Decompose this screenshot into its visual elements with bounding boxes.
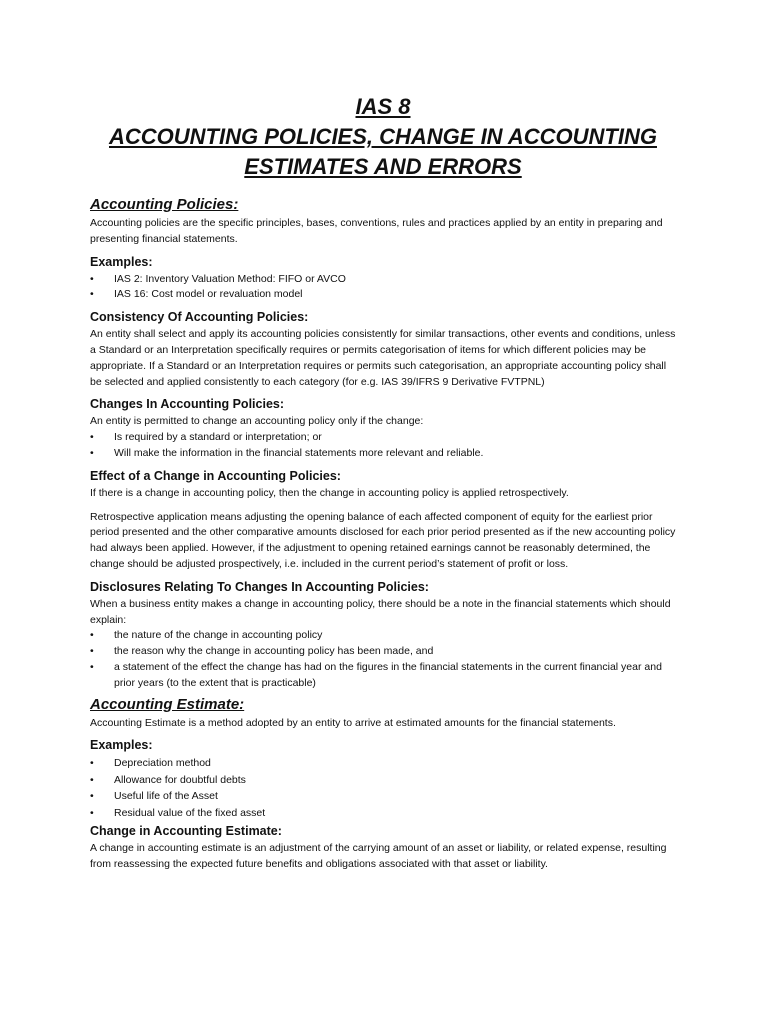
accounting-policies-examples-list xyxy=(90,272,676,304)
list-item: • Residual value of the fixed asset xyxy=(90,805,676,821)
effect-text-2: Retrospective application means adjusting the opening balance of each affected component of equity for the earliest prior period presented and the other comparative amounts disclosed for each prior period presented as if the new accounting policy had always been applied. However, if the adjustment to opening retained earnings cannot be reasonably determined, the change should be adjusted prospectively, i.e. included in the current period’s statement of profit or loss. xyxy=(90,510,676,570)
title-line-3: ESTIMATES AND ERRORS xyxy=(244,154,522,179)
effect-text-1: If there is a change in accounting policy, then the change in accounting policy is applied retrospectively. xyxy=(90,486,569,499)
bullet-icon: • xyxy=(90,645,94,658)
accounting-estimate-definition: Accounting Estimate is a method adopted by an entity to arrive at estimated amounts for the financial statements. xyxy=(90,716,616,729)
section-heading-accounting-estimate: Accounting Estimate: xyxy=(90,695,245,713)
change-estimate-heading: Change in Accounting Estimate: xyxy=(90,823,282,838)
document-title xyxy=(90,92,676,182)
title-line-1: IAS 8 xyxy=(355,94,411,119)
bullet-icon: • xyxy=(90,288,94,301)
bullet-icon: • xyxy=(90,446,94,459)
changes-list xyxy=(90,430,676,462)
bullet-icon: • xyxy=(90,431,94,444)
list-item: • IAS 2: Inventory Valuation Method: FIFO or AVCO xyxy=(90,272,676,288)
effect-heading: Effect of a Change in Accounting Policies: xyxy=(90,468,341,483)
list-item: • Depreciation method xyxy=(90,755,676,771)
consistency-heading: Consistency Of Accounting Policies: xyxy=(90,310,309,325)
bullet-icon: • xyxy=(90,806,94,819)
bullet-icon: • xyxy=(90,757,94,770)
list-item: • the reason why the change in accounting policy has been made, and xyxy=(90,644,676,660)
bullet-icon: • xyxy=(90,790,94,803)
change-estimate-text: A change in accounting estimate is an adjustment of the carrying amount of an asset or liability, or related expense, resulting from reassessing the expected future benefits and obligations associated with that asset or liability. xyxy=(90,841,667,870)
bullet-icon: • xyxy=(90,773,94,786)
list-item: • Useful life of the Asset xyxy=(90,788,676,804)
disclosures-intro: When a business entity makes a change in accounting policy, there should be a note in the financial statements which should explain: xyxy=(90,597,671,626)
list-item: • Will make the information in the financial statements more relevant and reliable. xyxy=(90,446,676,462)
accounting-estimate-examples-list xyxy=(90,755,676,821)
list-item: • IAS 16: Cost model or revaluation model xyxy=(90,287,676,303)
list-item: • Is required by a standard or interpretation; or xyxy=(90,430,676,446)
changes-heading: Changes In Accounting Policies: xyxy=(90,397,285,412)
examples-heading: Examples: xyxy=(90,738,153,753)
disclosures-heading: Disclosures Relating To Changes In Accounting Policies: xyxy=(90,579,429,594)
accounting-policies-definition: Accounting policies are the specific principles, bases, conventions, rules and practices applied by an entity in preparing and presenting financial statements. xyxy=(90,217,663,245)
title-line-2: ACCOUNTING POLICIES, CHANGE IN ACCOUNTING xyxy=(109,124,657,149)
section-heading-accounting-policies: Accounting Policies: xyxy=(90,196,239,213)
bullet-icon: • xyxy=(90,629,94,642)
list-item: • Allowance for doubtful debts xyxy=(90,772,676,788)
list-item: • the nature of the change in accounting policy xyxy=(90,628,676,644)
disclosures-list xyxy=(90,628,676,691)
changes-intro: An entity is permitted to change an accounting policy only if the change: xyxy=(90,415,424,428)
bullet-icon: • xyxy=(90,272,94,285)
consistency-text: An entity shall select and apply its accounting policies consistently for similar transactions, other events and conditions, unless a Standard or an Interpretation specifically requires or permits categorisation of items for which different policies may be appropriate. If a Standard or an Interpretation requires or permits such categorisation, an appropriate accounting policy shall be selected and applied consistently to each category (for e.g. IAS 39/IFRS 9 Derivative FVTPNL) xyxy=(90,328,676,388)
list-item: • a statement of the effect the change has had on the figures in the financial statements in the current financial year and prior years (to the extent that is practicable) xyxy=(90,660,662,689)
bullet-icon: • xyxy=(90,660,94,673)
examples-heading: Examples: xyxy=(90,254,153,269)
